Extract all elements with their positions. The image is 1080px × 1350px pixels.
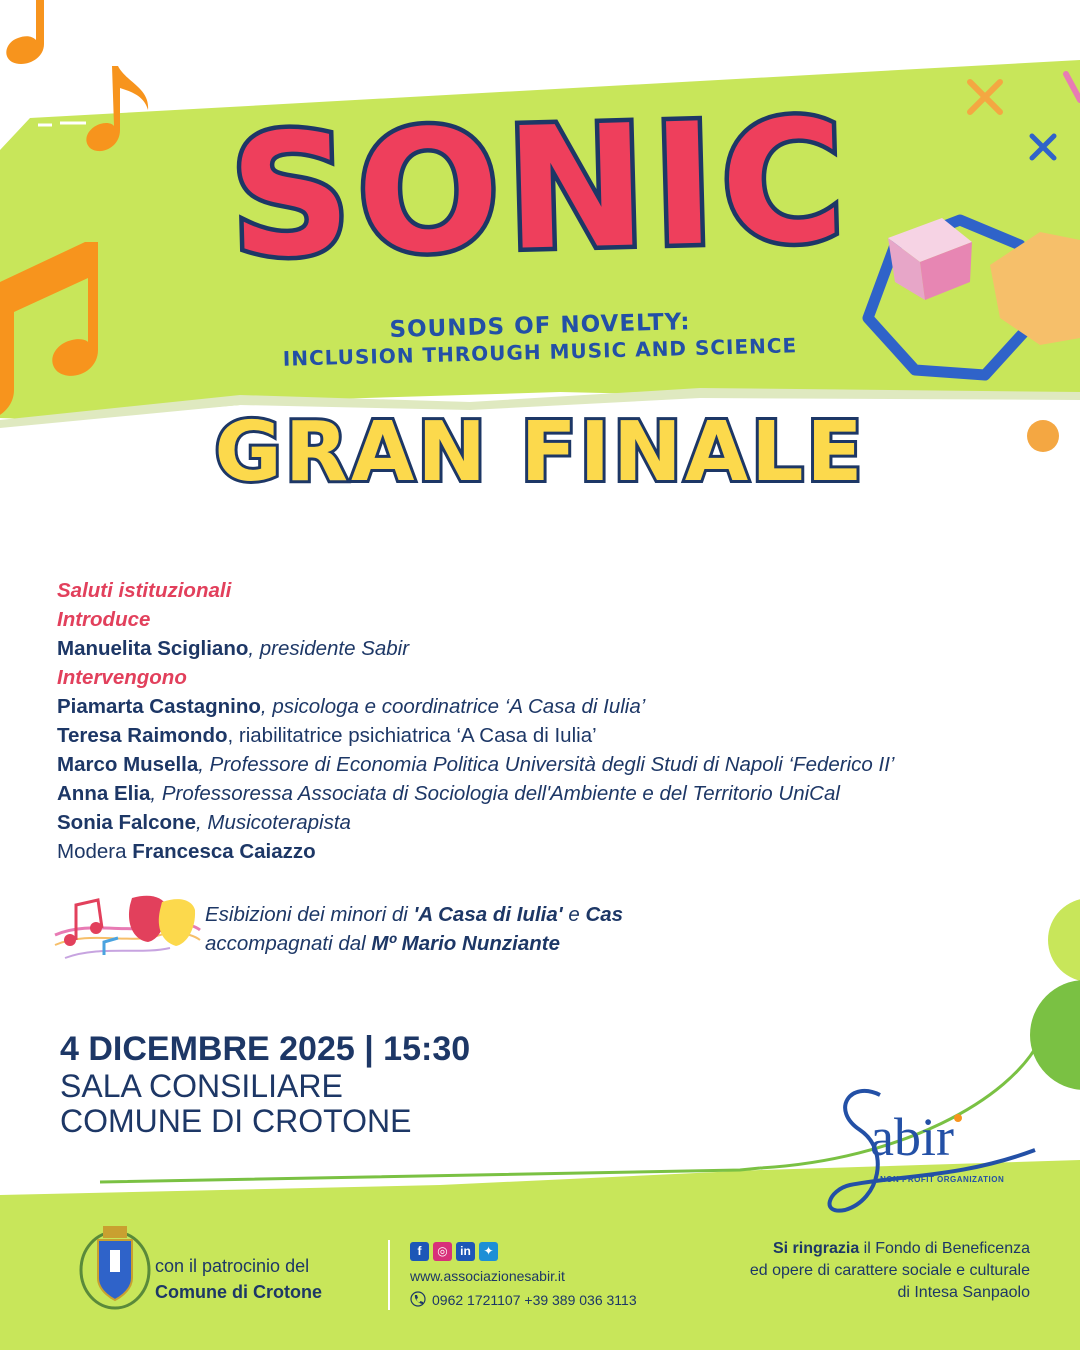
speaker-name: Teresa Raimondo <box>57 724 228 747</box>
speaker-role: , Professoressa Associata di Sociologia dell'Ambiente e del Territorio UniCal <box>150 782 840 805</box>
speaker-name: Piamarta Castagnino <box>57 695 261 718</box>
introduce-label: Introduce <box>57 608 151 631</box>
twitter-icon[interactable]: ✦ <box>479 1242 498 1261</box>
exhibition-line-2 <box>205 929 623 958</box>
website-link[interactable]: www.associazionesabir.it <box>410 1268 565 1284</box>
speaker-role: , Professore di Economia Politica Università degli Studi di Napoli ‘Federico II’ <box>198 753 895 776</box>
speaker-name: Sonia Falcone <box>57 811 196 834</box>
venue-line-1: SALA CONSILIARE <box>60 1068 343 1104</box>
intervengono-label: Intervengono <box>57 666 187 689</box>
moderator-row <box>57 837 1057 866</box>
speaker-row <box>57 779 1057 808</box>
facebook-icon[interactable]: f <box>410 1242 429 1261</box>
moderator-name: Francesca Caiazzo <box>132 840 316 863</box>
thanks-line-2: ed opere di carattere sociale e culturale <box>749 1262 1030 1279</box>
speaker-row <box>57 808 1057 837</box>
speaker-role: , riabilitatrice psichiatrica ‘A Casa di Iulia’ <box>227 724 597 747</box>
patrocinio-text: con il patrocinio del <box>155 1256 310 1276</box>
speaker-role: , presidente Sabir <box>248 637 410 660</box>
speaker-name: Anna Elia <box>57 782 151 805</box>
sabir-dot <box>954 1114 962 1122</box>
exhibition-text: accompagnati dal <box>205 932 372 955</box>
sabir-tagline: NON PROFIT ORGANIZATION <box>880 1175 1005 1184</box>
event-title: SONIC <box>227 82 853 296</box>
footer-divider <box>388 1240 390 1310</box>
music-note-icon <box>6 0 44 64</box>
speaker-role: , psicologa e coordinatrice ‘A Casa di Iulia’ <box>260 695 646 718</box>
exhibition-line-1 <box>205 900 623 929</box>
gran-finale-heading: GRAN FINALE <box>214 405 866 500</box>
program-list <box>57 576 1057 866</box>
subtitle-line-2: INCLUSION THROUGH MUSIC AND SCIENCE <box>282 333 798 371</box>
exhibition-highlight: Cas <box>585 903 624 926</box>
exhibition-highlight: 'A Casa di Iulia' <box>413 903 563 926</box>
saluti-label: Saluti istituzionali <box>57 579 232 602</box>
thanks-line-1 <box>670 1238 1030 1260</box>
exhibition-text: Esibizioni dei minori di <box>205 903 414 926</box>
speaker-row <box>57 692 1057 721</box>
phone-numbers: 0962 1721107 +39 389 036 3113 <box>432 1292 637 1308</box>
exhibition-highlight: Mº Mario Nunziante <box>371 932 560 955</box>
speaker-row <box>57 721 1057 750</box>
green-circle <box>1030 980 1080 1090</box>
thanks-bold: Si ringrazia <box>772 1240 860 1257</box>
patrocinio-comune: Comune di Crotone <box>155 1282 322 1302</box>
lime-circle-large <box>1048 898 1080 982</box>
sabir-logo-text: abir <box>870 1107 954 1167</box>
exhibition-note <box>205 900 623 958</box>
linkedin-icon[interactable]: in <box>456 1242 475 1261</box>
event-date: 4 DICEMBRE 2025 | 15:30 <box>60 1030 471 1068</box>
speaker-role: , Musicoterapista <box>195 811 351 834</box>
theater-masks-icon <box>55 896 200 958</box>
thanks-line-3: di Intesa Sanpaolo <box>897 1284 1030 1301</box>
intro-speaker <box>57 634 1057 663</box>
instagram-icon[interactable]: ◎ <box>433 1242 452 1261</box>
thanks-note <box>670 1238 1030 1304</box>
subtitle-line-1: SOUNDS OF NOVELTY: <box>389 309 691 343</box>
venue-line-2: COMUNE DI CROTONE <box>60 1103 412 1139</box>
speaker-row <box>57 750 1057 779</box>
social-icons <box>410 1242 502 1261</box>
thanks-text: il Fondo di Beneficenza <box>859 1240 1030 1257</box>
speaker-name: Manuelita Scigliano <box>57 637 249 660</box>
modera-label: Modera <box>57 840 133 863</box>
exhibition-text: e <box>562 903 586 926</box>
speaker-name: Marco Musella <box>57 753 199 776</box>
